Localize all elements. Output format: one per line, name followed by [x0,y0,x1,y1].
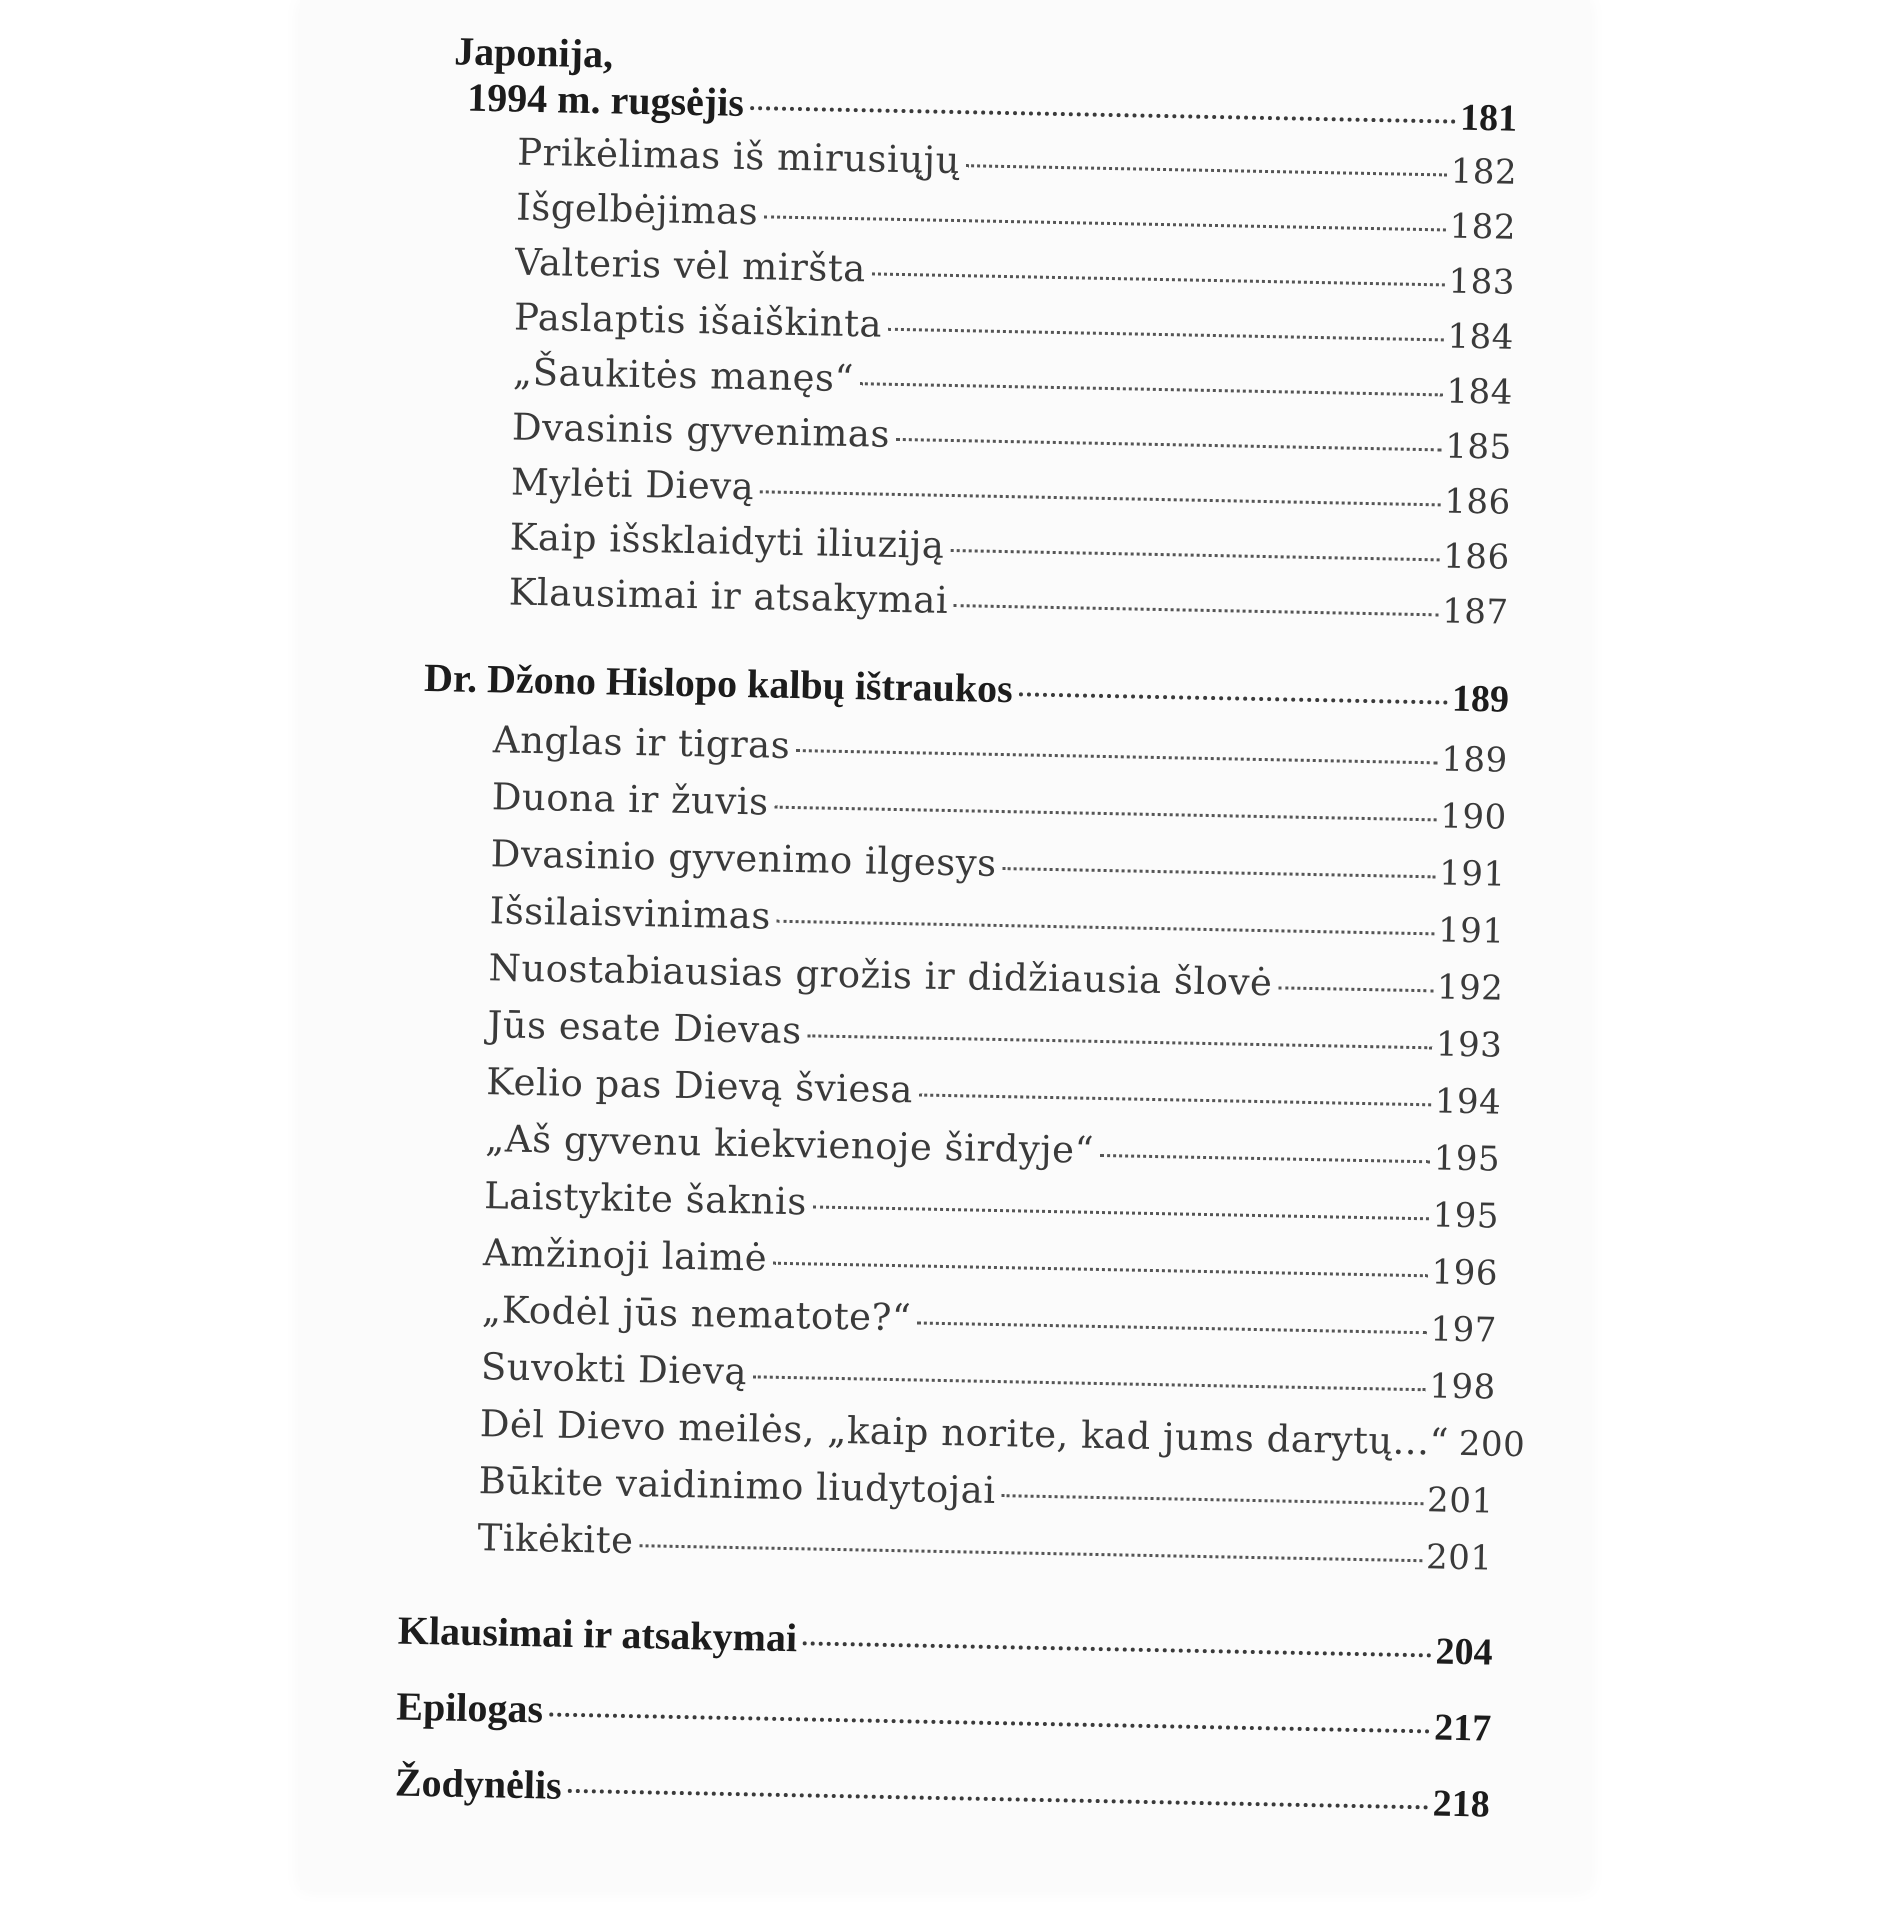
section-heading-line2: 1994 m. rugsėjis [467,74,744,126]
dot-leader [813,1205,1429,1220]
entry-title: Nuostabiausias grožis ir didžiausia šlovė [488,946,1273,1004]
dot-leader [567,1789,1428,1810]
entry-title: Suvokti Dievą [481,1345,748,1393]
entry-title: Duona ir žuvis [491,775,769,823]
entry-title: Valteris vėl miršta [515,241,866,291]
section-heading-entry [424,654,1510,722]
page-number: 183 [1448,262,1515,303]
toc-entry [479,1402,1495,1464]
section-title: Klausimai ir atsakymai [397,1607,797,1662]
page-number: 191 [1438,910,1505,951]
page-number: 204 [1435,1630,1493,1675]
dot-leader [803,1641,1432,1657]
page-number: 186 [1443,536,1510,577]
dot-leader [1278,986,1433,992]
page-number: 182 [1450,152,1517,193]
entry-title: Laistykite šaknis [484,1174,807,1223]
entry-title: Klausimai ir atsakymai [508,571,948,622]
toc-section-entry [395,1759,1491,1827]
entry-title: „Aš gyvenu kiekvienoje širdyje“ [485,1117,1094,1172]
dot-leader [639,1544,1422,1562]
section-heading-entry [467,74,1518,141]
toc-entry [514,296,1515,358]
toc-entry [509,516,1510,578]
toc-section-entry [397,1607,1493,1675]
dot-leader [1019,692,1448,704]
toc-entry [486,1060,1502,1122]
entry-title: Dėl Dievo meilės, „kaip norite, kad jums darytų...“ [479,1402,1449,1464]
toc-section-entry [396,1683,1492,1751]
dot-leader [888,328,1444,342]
toc-entry [515,241,1516,303]
page-number: 201 [1426,1537,1493,1578]
page-number: 200 [1458,1424,1525,1465]
toc-entry [490,832,1506,894]
toc-entry [513,351,1514,413]
dot-leader [549,1712,1430,1733]
toc-entry [478,1459,1494,1521]
toc-entry [481,1345,1497,1407]
page-number: 195 [1433,1138,1500,1179]
entry-title: Kelio pas Dievą šviesa [486,1060,913,1111]
entry-title: Dvasinio gyvenimo ilgesys [490,832,997,885]
page-number: 193 [1436,1024,1503,1065]
entry-title: „Šaukitės manęs“ [513,351,855,401]
toc-entry [511,461,1512,523]
page-number: 196 [1431,1252,1498,1293]
dot-leader [774,806,1436,822]
page-number: 191 [1439,853,1506,894]
entry-title: Prikėlimas iš mirusiųjų [517,131,961,182]
page-number: 189 [1441,739,1508,780]
dot-leader [796,749,1437,764]
page-number: 184 [1446,371,1513,412]
page-number: 190 [1440,796,1507,837]
toc-entry [477,1516,1493,1578]
page-number: 218 [1432,1781,1490,1826]
dot-leader [1100,1154,1430,1163]
toc-entry [517,131,1518,193]
toc-entry [508,571,1509,633]
entry-title: Jūs esate Dievas [487,1003,802,1052]
dot-leader [750,106,1456,124]
toc-entry [483,1231,1499,1293]
toc-entry [516,186,1517,248]
page-number: 181 [1460,96,1518,141]
dot-leader [1003,867,1436,878]
page-number: 197 [1430,1309,1497,1350]
page-number: 182 [1449,207,1516,248]
dot-leader [917,1321,1426,1334]
dot-leader [808,1034,1432,1049]
entry-title: Amžinoji laimė [483,1231,768,1279]
section-heading-line1: Japonija, [454,27,614,77]
toc-entry [489,889,1505,951]
page-number: 194 [1434,1081,1501,1122]
page-number: 192 [1437,967,1504,1008]
dot-leader [773,1262,1428,1278]
dot-leader [777,920,1434,936]
dot-leader [919,1093,1431,1106]
entry-title: Būkite vaidinimo liudytojai [478,1459,996,1512]
section-title: Epilogas [396,1683,544,1733]
entry-title: Kaip išsklaidyti iliuziją [509,516,944,567]
dot-leader [860,382,1443,396]
toc-entry [482,1288,1498,1350]
toc-entry [491,775,1507,837]
dot-leader [954,604,1438,616]
page-number: 198 [1429,1366,1496,1407]
entry-title: Išsilaisvinimas [489,889,771,937]
dot-leader [950,549,1439,561]
entry-title: Dvasinis gyvenimas [512,406,891,456]
toc-entry [484,1174,1500,1236]
section-title: Žodynėlis [395,1759,563,1809]
toc-entry [512,406,1513,468]
toc-entry [493,718,1509,780]
entry-title: Mylėti Dievą [511,461,755,509]
entry-title: Paslaptis išaiškinta [514,296,883,346]
dot-leader [896,438,1442,451]
entry-title: Tikėkite [477,1516,634,1562]
dot-leader [872,272,1445,286]
dot-leader [760,490,1440,506]
page-number: 187 [1442,591,1509,632]
entry-title: Anglas ir tigras [493,718,791,767]
page-number: 217 [1434,1705,1492,1750]
page-number: 195 [1432,1195,1499,1236]
toc-entry [488,946,1504,1008]
dot-leader [753,1375,1425,1391]
page-number: 201 [1427,1480,1494,1521]
toc-entry [485,1117,1501,1179]
section-heading: Dr. Džono Hislopo kalbų ištraukos [424,654,1013,712]
page-number: 186 [1444,481,1511,522]
dot-leader [764,215,1445,231]
dot-leader [966,164,1447,176]
entry-title: „Kodėl jūs nematote?“ [482,1288,912,1339]
dot-leader [1002,1494,1424,1505]
entry-title: Išgelbėjimas [516,186,759,234]
page-number: 184 [1447,316,1514,357]
page-number: 185 [1445,426,1512,467]
page-number: 189 [1452,677,1510,722]
toc-entry [487,1003,1503,1065]
